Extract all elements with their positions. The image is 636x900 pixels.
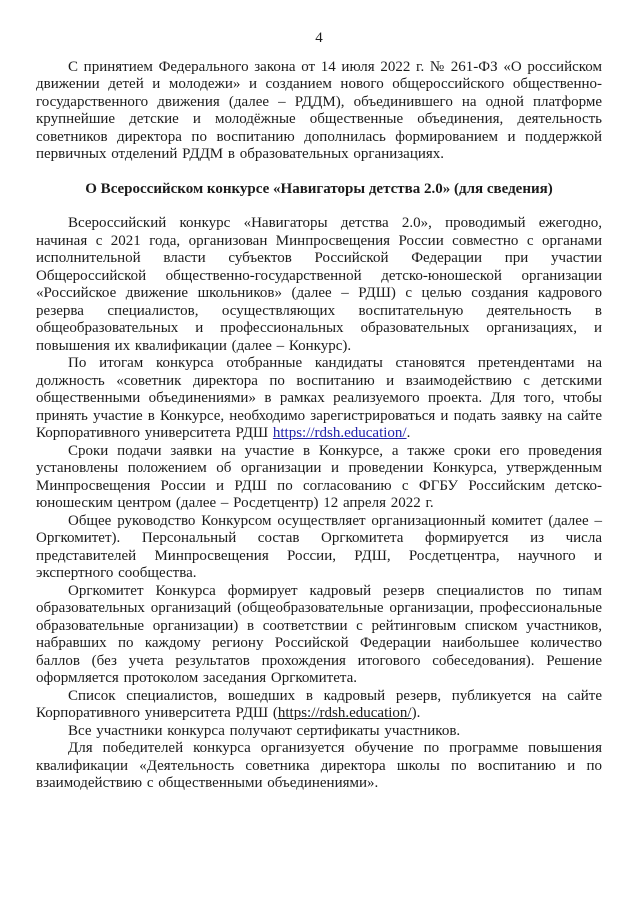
section-heading: О Всероссийском конкурсе «Навигаторы детства 2.0» (для сведения) (85, 180, 553, 197)
paragraph-orgcommittee: Общее руководство Конкурсом осуществляет организационный комитет (далее – Оргкомитет). Персональный состав Оргкомитета формируется из числа представителей Минпросвещения России, РДШ, Росдетцентра, научного и экспертного сообщества. (36, 512, 602, 581)
paragraph-candidates (36, 355, 602, 443)
paragraph-deadlines: Сроки подачи заявки на участие в Конкурсе, а также сроки его проведения установлены положением об организации и проведении Конкурса, утвержденным Минпросвещения России и РДШ по согласованию с ФГБУ Российским детско-юношеским центром (далее – Росдетцентр) 12 апреля 2022 г. (36, 442, 602, 511)
paragraph-reserve-formation: Оргкомитет Конкурса формирует кадровый резерв специалистов по типам образовательных организаций (общеобразовательные организации, профессиональные образовательные организации) в соответствии с рейтинговым списком участников, набравших по каждому региону Российской Федерации наибольшее количество баллов (без учета результатов прохождения итогового собеседования). Решение оформляется протоколом заседания Оргкомитета. (36, 582, 602, 686)
page-number: 4 (315, 30, 323, 46)
paragraph-federal-law: С принятием Федерального закона от 14 июля 2022 г. № 261-ФЗ «О российском движении детей и молодежи» и созданием нового общероссийского общественно-государственного движения (далее – РДДМ), объединившего на одной платформе крупнейшие детские и молодёжные общественные объединения, деятельность советников директора по воспитанию дополнилась формированием и поддержкой первичных отделений РДДМ в образовательных организациях. (36, 58, 602, 162)
paragraph-contest-overview: Всероссийский конкурс «Навигаторы детства 2.0», проводимый ежегодно, начиная с 2021 года, организован Минпросвещения России совместно с органами исполнительной власти субъектов Российской Федерации при участии Общероссийской общественно-государственной детско-юношеской организации «Российское движение школьников» (далее – РДШ) с целью создания кадрового резерва специалистов, осуществляющих воспитательную деятельность в общеобразовательных и профессиональных образовательных организациях, и повышения их квалификации (далее – Конкурс). (36, 215, 602, 354)
paragraph-certificates: Все участники конкурса получают сертификаты участников. (68, 722, 461, 739)
rdsh-education-link-2[interactable]: https://rdsh.education/ (277, 705, 412, 721)
rdsh-education-link[interactable]: https://rdsh.education/ (272, 425, 407, 441)
paragraph-candidates-tail: . (406, 425, 411, 441)
paragraph-specialists-tail: ). (411, 705, 421, 721)
paragraph-candidates-text: По итогам конкурса отобранные кандидаты становятся претендентами на должность «советник директора по воспитанию и взаимодействию с детскими общественными объединениями» в рамках реализуемого проекта. Для того, чтобы принять участие в Конкурсе, необходимо зарегистрироваться и подать заявку на сайте Корпоративного университета РДШ (36, 355, 602, 441)
paragraph-winners-training: Для победителей конкурса организуется обучение по программе повышения квалификации «Деятельность советника директора школы по воспитанию и по взаимодействию с общественными объединениями». (36, 740, 602, 791)
paragraph-specialists-list (36, 688, 602, 723)
paragraph-specialists-text: Список специалистов, вошедших в кадровый резерв, публикуется на сайте Корпоративного университета РДШ ( (36, 687, 602, 721)
